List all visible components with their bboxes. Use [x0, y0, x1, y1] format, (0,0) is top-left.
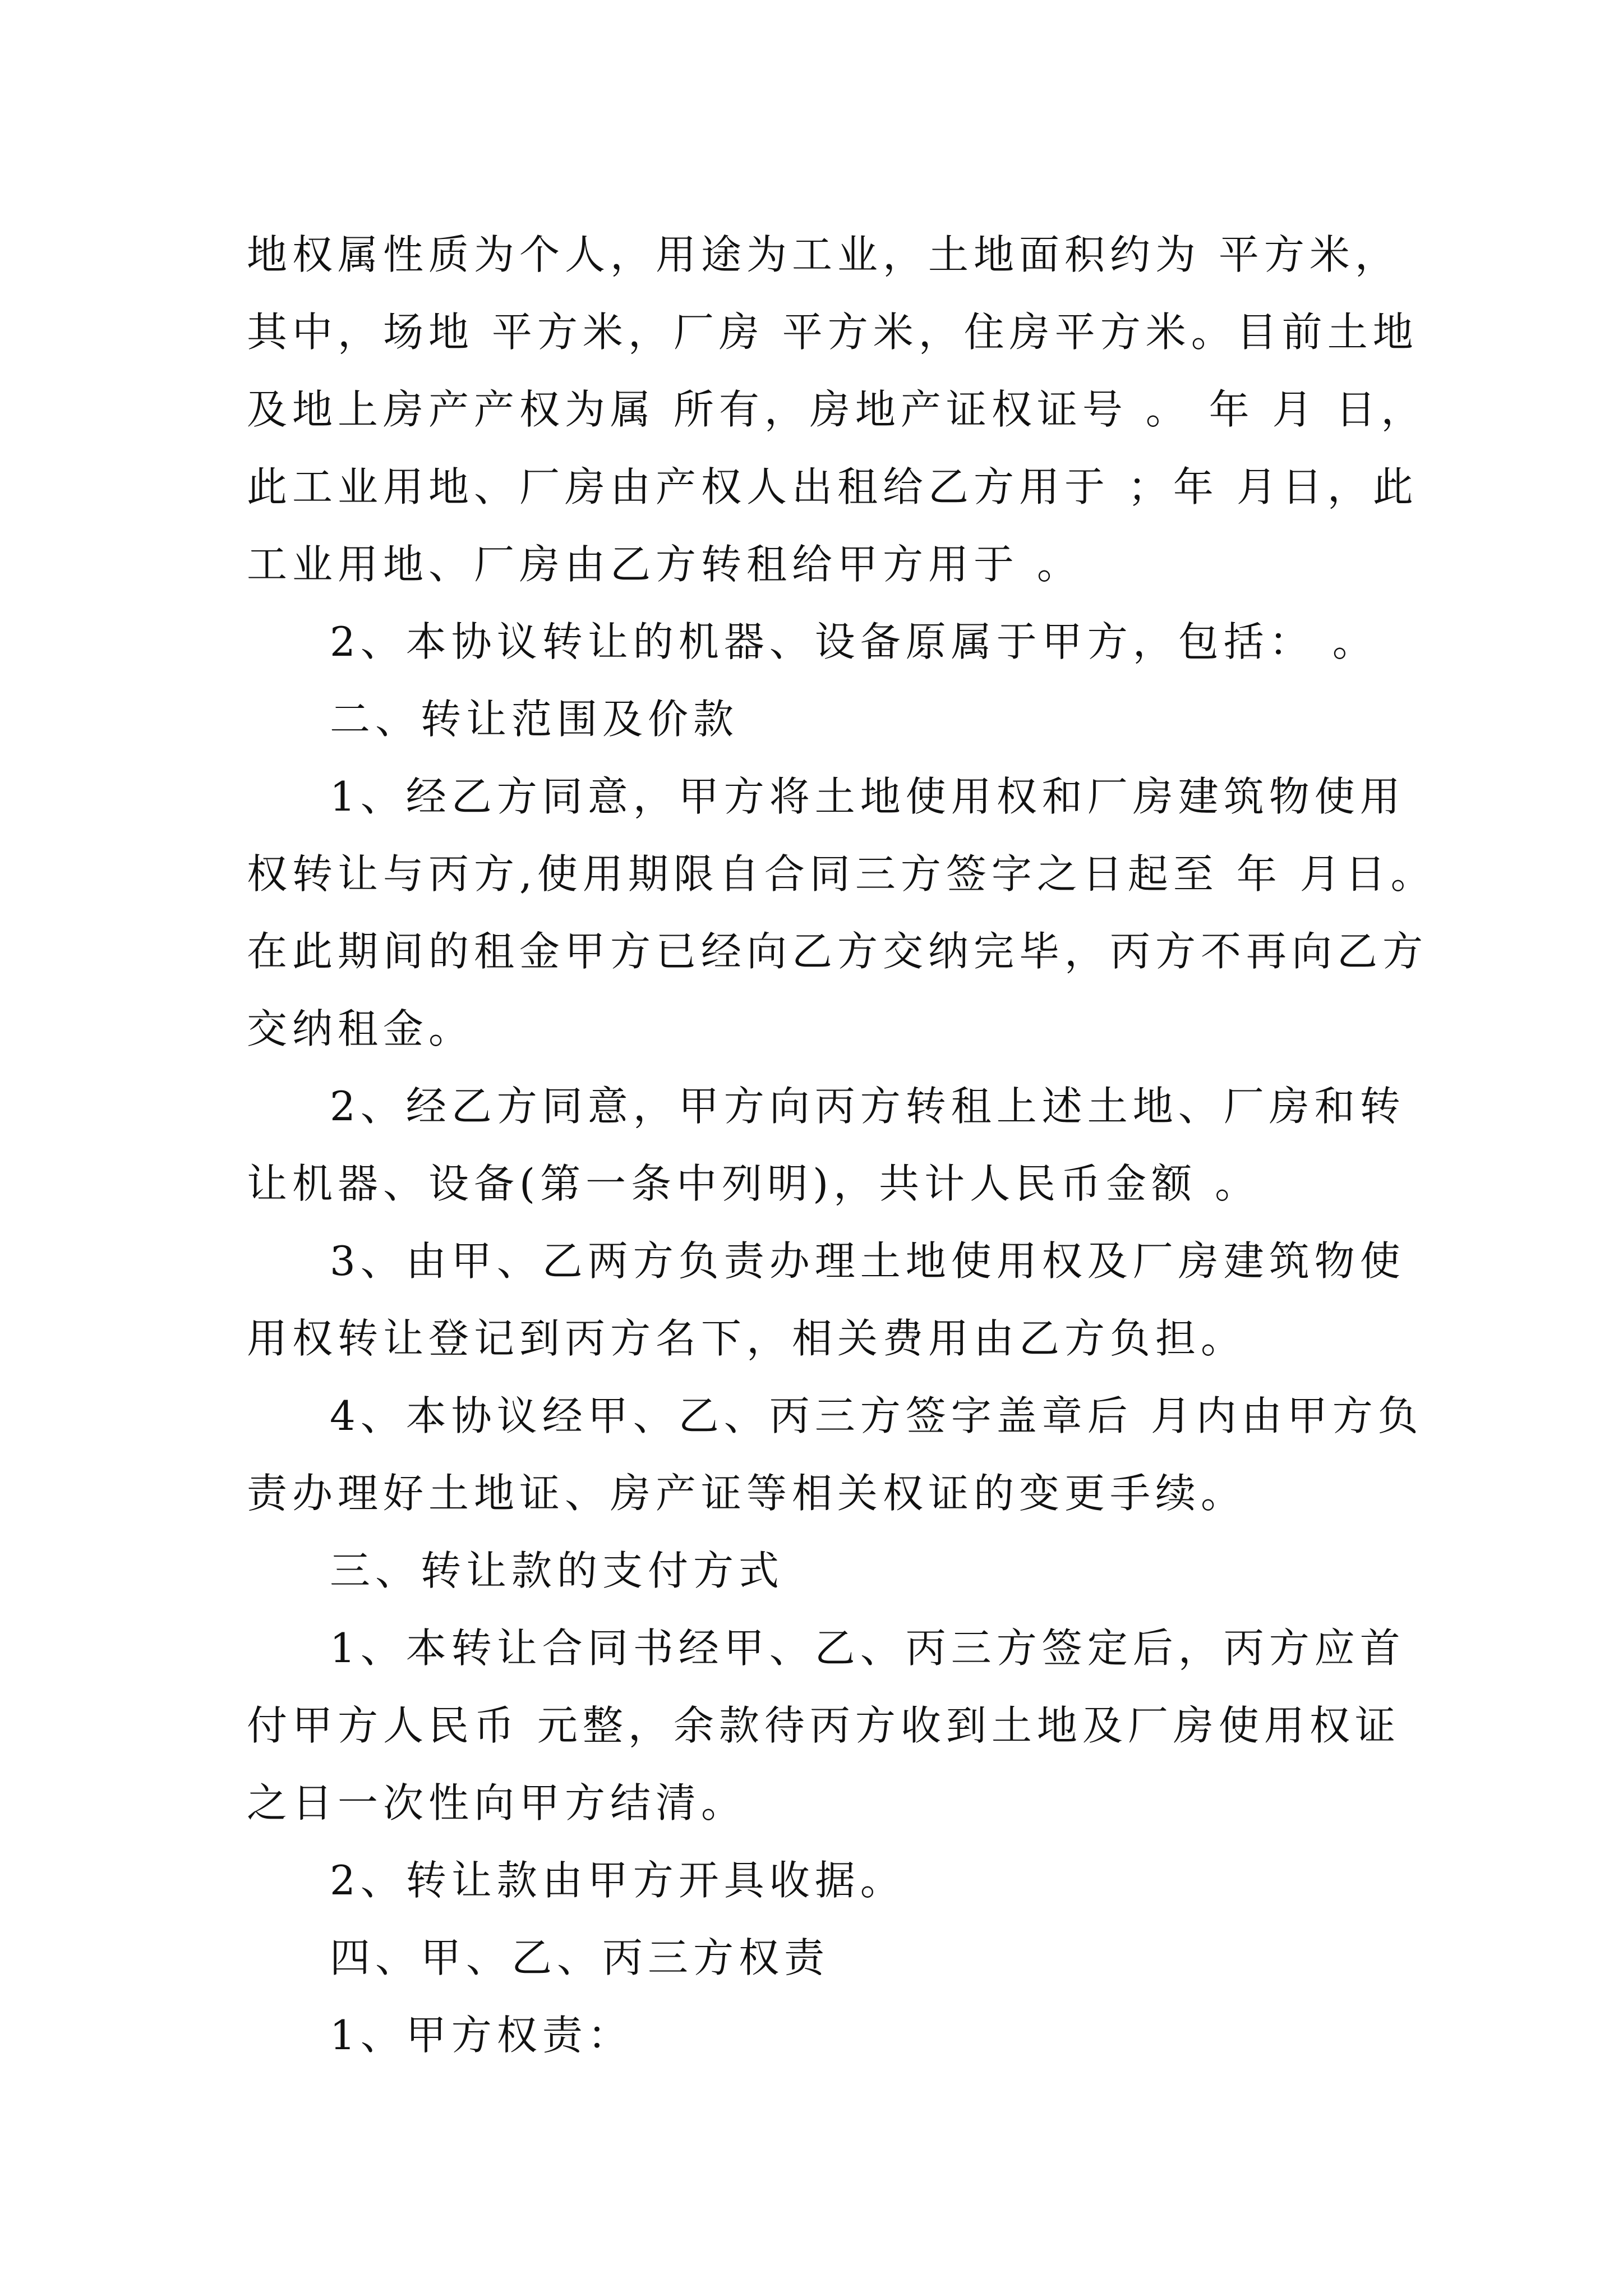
section-heading: 四、甲、乙、丙三方权责 — [330, 1934, 830, 1981]
text-line: 及地上房产产权为属 所有，房地产证权证号 。 年 月 日， — [247, 386, 1427, 433]
text-line: 用权转让登记到丙方名下，相关费用由乙方负担。 — [247, 1315, 1247, 1362]
text-line: 其中，场地 平方米，厂房 平方米，住房平方米。目前土地 — [247, 309, 1418, 356]
text-line: 交纳租金。 — [247, 1005, 474, 1052]
text-line: 在此期间的租金甲方已经向乙方交纳完毕，丙方不再向乙方 — [247, 928, 1428, 975]
paragraph-start: 1、本转让合同书经甲、乙、丙三方签定后，丙方应首 — [330, 1625, 1405, 1672]
text-line: 工业用地、厂房由乙方转租给甲方用于 。 — [247, 541, 1082, 588]
paragraph-start: 1、经乙方同意，甲方将土地使用权和厂房建筑物使用 — [330, 773, 1405, 820]
paragraph-start: 2、本协议转让的机器、设备原属于甲方，包括： 。 — [330, 618, 1378, 665]
text-line: 权转让与丙方,使用期限自合同三方签字之日起至 年 月日。 — [247, 850, 1436, 898]
text-line: 此工业用地、厂房由产权人出租给乙方用于 ；年 月日，此 — [247, 463, 1418, 510]
text-line: 让机器、设备(第一条中列明)，共计人民币金额 。 — [247, 1160, 1261, 1207]
paragraph-start: 2、经乙方同意，甲方向丙方转租上述土地、厂房和转 — [330, 1083, 1405, 1130]
paragraph-start: 1、甲方权责： — [330, 2012, 633, 2059]
document-body — [247, 216, 1436, 2074]
section-heading: 二、转让范围及价款 — [330, 696, 739, 743]
paragraph-start: 2、转让款由甲方开具收据。 — [330, 1857, 906, 1904]
paragraph-start: 4、本协议经甲、乙、丙三方签字盖章后 月内由甲方负 — [330, 1392, 1423, 1439]
text-line: 付甲方人民币 元整，余款待丙方收到土地及厂房使用权证 — [247, 1702, 1400, 1749]
text-line: 之日一次性向甲方结清。 — [247, 1779, 747, 1826]
section-heading: 三、转让款的支付方式 — [330, 1547, 785, 1594]
paragraph-start: 3、由甲、乙两方负责办理土地使用权及厂房建筑物使 — [330, 1237, 1405, 1285]
text-line: 地权属性质为个人，用途为工业，土地面积约为 平方米， — [247, 231, 1400, 278]
text-line: 责办理好土地证、房产证等相关权证的变更手续。 — [247, 1470, 1247, 1517]
